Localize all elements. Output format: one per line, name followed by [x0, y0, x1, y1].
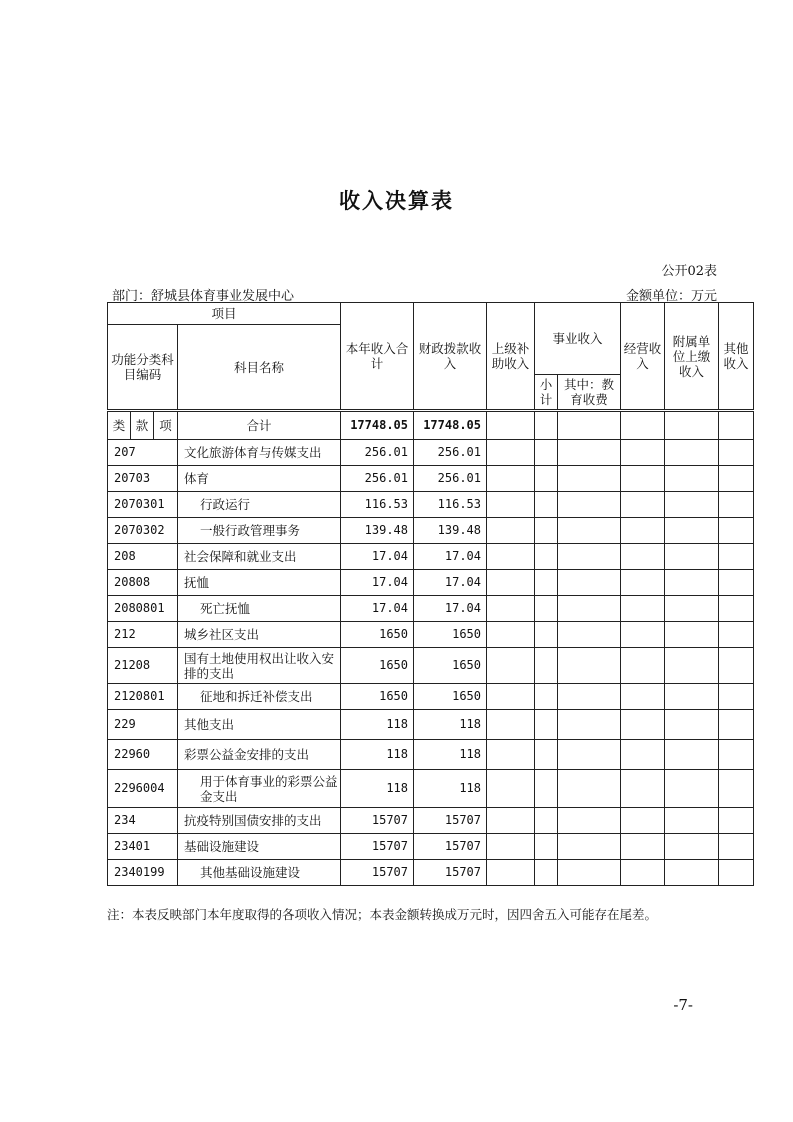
empty-cell: [487, 622, 535, 648]
empty-cell: [719, 770, 754, 808]
empty-cell: [535, 770, 558, 808]
empty-cell: [621, 440, 665, 466]
row-fiscal: 17.04: [414, 596, 487, 622]
empty-cell: [665, 648, 719, 684]
empty-cell: [487, 518, 535, 544]
row-fiscal: 139.48: [414, 518, 487, 544]
table-row: [108, 770, 754, 808]
row-subject-name: 国有土地使用权出让收入安排的支出: [178, 648, 341, 684]
empty-cell: [719, 440, 754, 466]
table-row: [108, 596, 754, 622]
empty-cell: [535, 440, 558, 466]
row-code: 2120801: [108, 684, 178, 710]
empty-cell: [535, 518, 558, 544]
empty-cell: [535, 740, 558, 770]
empty-cell: [665, 834, 719, 860]
empty-cell: [487, 466, 535, 492]
empty-cell: [719, 544, 754, 570]
header-subtotal: 小计: [535, 375, 558, 411]
empty-cell: [665, 492, 719, 518]
empty-cell: [665, 466, 719, 492]
empty-cell: [665, 710, 719, 740]
row-subject-name: 一般行政管理事务: [178, 518, 341, 544]
empty-cell: [621, 808, 665, 834]
empty-cell: [665, 518, 719, 544]
header-total-income: 本年收入合计: [341, 303, 414, 411]
row-total-income: 256.01: [341, 466, 414, 492]
empty-cell: [558, 684, 621, 710]
empty-cell: [665, 740, 719, 770]
table-row: [108, 622, 754, 648]
empty-cell: [487, 808, 535, 834]
header-superior-subsidy: 上级补助收入: [487, 303, 535, 411]
row-subject-name: 文化旅游体育与传媒支出: [178, 440, 341, 466]
empty-cell: [621, 710, 665, 740]
empty-cell: [558, 834, 621, 860]
row-fiscal: 1650: [414, 684, 487, 710]
table-row: [108, 740, 754, 770]
empty-cell: [558, 492, 621, 518]
empty-cell: [558, 596, 621, 622]
row-total-income: 118: [341, 710, 414, 740]
empty-cell: [665, 770, 719, 808]
empty-cell: [487, 710, 535, 740]
department-label: 部门：舒城县体育事业发展中心: [112, 289, 295, 304]
page-title: 收入决算表: [339, 189, 454, 213]
table-row: [108, 440, 754, 466]
row-code: 23401: [108, 834, 178, 860]
row-fiscal: 1650: [414, 622, 487, 648]
header-other: 其他收入: [719, 303, 754, 411]
row-code: 229: [108, 710, 178, 740]
empty-cell: [535, 860, 558, 886]
empty-cell: [535, 596, 558, 622]
empty-cell: [535, 710, 558, 740]
row-subject-name: 彩票公益金安排的支出: [178, 740, 341, 770]
empty-cell: [719, 808, 754, 834]
row-total-income: 116.53: [341, 492, 414, 518]
row-code: 20703: [108, 466, 178, 492]
header-affiliated: 附属单位上缴收入: [665, 303, 719, 411]
empty-cell: [719, 492, 754, 518]
empty-cell: [665, 622, 719, 648]
header-lei: 类: [108, 411, 131, 440]
empty-cell: [665, 808, 719, 834]
row-code: 2296004: [108, 770, 178, 808]
empty-cell: [535, 466, 558, 492]
row-subject-name: 抚恤: [178, 570, 341, 596]
row-subject-name: 社会保障和就业支出: [178, 544, 341, 570]
empty-cell: [535, 492, 558, 518]
row-fiscal: 118: [414, 770, 487, 808]
header-kuan: 款: [131, 411, 154, 440]
empty-cell: [621, 492, 665, 518]
empty-cell: [558, 466, 621, 492]
header-operating: 经营收入: [621, 303, 665, 411]
empty-cell: [621, 596, 665, 622]
row-total-income: 139.48: [341, 518, 414, 544]
row-subject-name: 抗疫特别国债安排的支出: [178, 808, 341, 834]
row-subject-name: 基础设施建设: [178, 834, 341, 860]
table-row: [108, 710, 754, 740]
row-code: 212: [108, 622, 178, 648]
empty-cell: [558, 710, 621, 740]
row-code: 208: [108, 544, 178, 570]
empty-cell: [665, 544, 719, 570]
table-row: [108, 684, 754, 710]
empty-cell: [558, 860, 621, 886]
footnote: 注：本表反映部门本年度取得的各项收入情况；本表金额转换成万元时，因四舍五入可能存在尾差。: [107, 907, 658, 922]
empty-cell: [621, 860, 665, 886]
empty-cell: [535, 648, 558, 684]
row-fiscal: 17.04: [414, 570, 487, 596]
table-row: [108, 860, 754, 886]
row-total-income: 17.04: [341, 570, 414, 596]
row-fiscal: 17.04: [414, 544, 487, 570]
header-project: 项目: [108, 303, 341, 325]
row-code: 207: [108, 440, 178, 466]
row-fiscal: 256.01: [414, 440, 487, 466]
totals-total-income: 17748.05: [341, 411, 414, 440]
header-xiang: 项: [154, 411, 178, 440]
unit-label: 金额单位：万元: [625, 289, 717, 304]
empty-cell: [535, 544, 558, 570]
row-code: 20808: [108, 570, 178, 596]
empty-cell: [719, 648, 754, 684]
row-fiscal: 116.53: [414, 492, 487, 518]
empty-cell: [719, 834, 754, 860]
empty-cell: [535, 411, 558, 440]
empty-cell: [719, 466, 754, 492]
empty-cell: [535, 622, 558, 648]
row-subject-name: 用于体育事业的彩票公益金支出: [178, 770, 341, 808]
empty-cell: [665, 570, 719, 596]
empty-cell: [665, 440, 719, 466]
empty-cell: [719, 570, 754, 596]
row-subject-name: 行政运行: [178, 492, 341, 518]
empty-cell: [558, 440, 621, 466]
row-fiscal: 256.01: [414, 466, 487, 492]
empty-cell: [621, 544, 665, 570]
empty-cell: [621, 834, 665, 860]
empty-cell: [621, 411, 665, 440]
empty-cell: [719, 740, 754, 770]
page-number: -7-: [673, 996, 693, 1014]
empty-cell: [621, 466, 665, 492]
empty-cell: [558, 770, 621, 808]
table-row: [108, 648, 754, 684]
row-total-income: 118: [341, 740, 414, 770]
empty-cell: [558, 570, 621, 596]
empty-cell: [621, 770, 665, 808]
table-row: [108, 834, 754, 860]
table-row: [108, 518, 754, 544]
empty-cell: [487, 740, 535, 770]
row-subject-name: 其他支出: [178, 710, 341, 740]
table-row: [108, 466, 754, 492]
empty-cell: [621, 648, 665, 684]
empty-cell: [487, 860, 535, 886]
header-business-income: 事业收入: [535, 303, 621, 375]
empty-cell: [558, 740, 621, 770]
income-table: [107, 302, 754, 886]
empty-cell: [535, 570, 558, 596]
row-subject-name: 体育: [178, 466, 341, 492]
row-fiscal: 1650: [414, 648, 487, 684]
row-code: 2080801: [108, 596, 178, 622]
empty-cell: [487, 492, 535, 518]
row-subject-name: 征地和拆迁补偿支出: [178, 684, 341, 710]
header-fiscal: 财政拨款收入: [414, 303, 487, 411]
empty-cell: [558, 518, 621, 544]
header-subject-name: 科目名称: [178, 325, 341, 411]
empty-cell: [487, 440, 535, 466]
empty-cell: [719, 684, 754, 710]
row-fiscal: 15707: [414, 860, 487, 886]
row-total-income: 15707: [341, 808, 414, 834]
row-total-income: 15707: [341, 860, 414, 886]
table-row: [108, 808, 754, 834]
row-total-income: 1650: [341, 648, 414, 684]
row-code: 21208: [108, 648, 178, 684]
empty-cell: [487, 596, 535, 622]
row-total-income: 1650: [341, 622, 414, 648]
empty-cell: [719, 622, 754, 648]
row-code: 2340199: [108, 860, 178, 886]
table-row: [108, 544, 754, 570]
row-code: 2070302: [108, 518, 178, 544]
empty-cell: [487, 411, 535, 440]
row-subject-name: 城乡社区支出: [178, 622, 341, 648]
empty-cell: [719, 518, 754, 544]
empty-cell: [665, 411, 719, 440]
empty-cell: [719, 860, 754, 886]
row-subject-name: 死亡抚恤: [178, 596, 341, 622]
empty-cell: [719, 411, 754, 440]
totals-label: 合计: [178, 411, 341, 440]
empty-cell: [487, 648, 535, 684]
table-row: [108, 570, 754, 596]
row-total-income: 17.04: [341, 596, 414, 622]
row-total-income: 1650: [341, 684, 414, 710]
empty-cell: [558, 411, 621, 440]
empty-cell: [558, 648, 621, 684]
empty-cell: [719, 596, 754, 622]
empty-cell: [621, 518, 665, 544]
row-total-income: 118: [341, 770, 414, 808]
empty-cell: [487, 770, 535, 808]
empty-cell: [621, 684, 665, 710]
empty-cell: [558, 622, 621, 648]
header-func-code: 功能分类科目编码: [108, 325, 178, 411]
empty-cell: [621, 570, 665, 596]
row-fiscal: 15707: [414, 834, 487, 860]
row-code: 234: [108, 808, 178, 834]
row-total-income: 15707: [341, 834, 414, 860]
row-subject-name: 其他基础设施建设: [178, 860, 341, 886]
empty-cell: [665, 684, 719, 710]
empty-cell: [535, 808, 558, 834]
row-total-income: 256.01: [341, 440, 414, 466]
row-code: 2070301: [108, 492, 178, 518]
empty-cell: [535, 684, 558, 710]
empty-cell: [665, 860, 719, 886]
row-code: 22960: [108, 740, 178, 770]
empty-cell: [487, 834, 535, 860]
empty-cell: [665, 596, 719, 622]
empty-cell: [621, 740, 665, 770]
empty-cell: [487, 544, 535, 570]
table-row: [108, 492, 754, 518]
empty-cell: [719, 710, 754, 740]
header-edu-fee: 其中：教育收费: [558, 375, 621, 411]
empty-cell: [487, 570, 535, 596]
empty-cell: [621, 622, 665, 648]
empty-cell: [558, 544, 621, 570]
empty-cell: [487, 684, 535, 710]
totals-fiscal: 17748.05: [414, 411, 487, 440]
empty-cell: [535, 834, 558, 860]
row-total-income: 17.04: [341, 544, 414, 570]
row-fiscal: 118: [414, 710, 487, 740]
form-code: 公开02表: [661, 264, 717, 279]
row-fiscal: 118: [414, 740, 487, 770]
empty-cell: [558, 808, 621, 834]
row-fiscal: 15707: [414, 808, 487, 834]
